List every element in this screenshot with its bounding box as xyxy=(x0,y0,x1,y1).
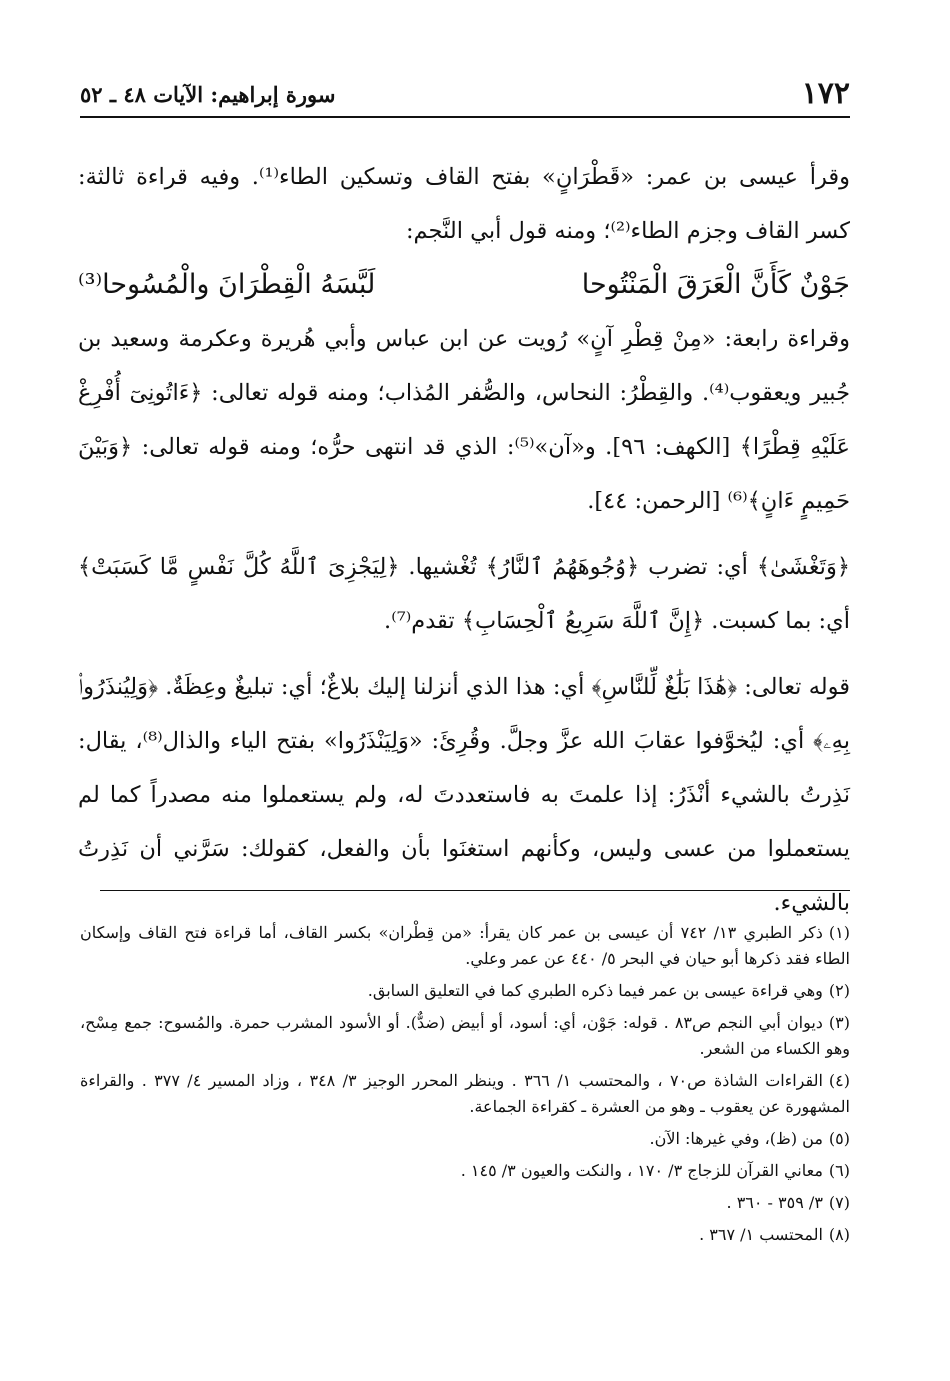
main-text xyxy=(78,150,850,930)
footnote-number: (٢) xyxy=(828,981,850,1000)
paragraph-2: وقراءة رابعة: «مِنْ قِطْرِ آنٍ» رُويت عن ابن عباس وأبي هُريرة وعكرمة وسعيد بن جُبير ويعقوب⁽⁴⁾. والقِطْرُ: النحاس، والصُّفر المُذاب؛ ومنه قوله تعالى: ﴿ءَاتُونِىٓ أُفْرِغْ عَلَيْهِ قِطْرًا﴾ [الكهف: ٩٦]. و«آن»⁽⁵⁾: الذي قد انتهى حرُّه؛ ومنه قوله تعالى: ﴿وَبَيْنَ حَمِيمٍ ءَانٍ﴾⁽⁶⁾ [الرحمن: ٤٤]. xyxy=(78,326,851,514)
page-number: ١٧٢ xyxy=(801,76,850,111)
footnote-text: القراءات الشاذة ص٧٠ ، والمحتسب ١/ ٣٦٦ . وينظر المحرر الوجيز ٣/ ٣٤٨ ، وزاد المسير ٤/ ٣٧٧ . والقراءة المشهورة عن يعقوب ـ وهو من العشرة ـ كقراءة الجماعة. xyxy=(80,1071,850,1116)
footnote-text: ديوان أبي النجم ص٨٣ . قوله: جَوْن، أي: أسود، أو أبيض (ضدٌّ). أو الأسود المشرب حمرة. والمُسوح: جمع مِسْح، وهو الكساء من الشعر. xyxy=(80,1013,850,1058)
footnote-4 xyxy=(80,1068,850,1120)
paragraph-3: ﴿وَتَغْشَىٰ﴾ أي: تضرب ﴿وُجُوهَهُمُ ٱلنَّارُ﴾ تُغْشيها. ﴿لِيَجْزِىَ ٱللَّهُ كُلَّ نَفْسٍ مَّا كَسَبَتْ﴾ أي: بما كسبت. ﴿إِنَّ ٱللَّهَ سَرِيعُ ٱلْحِسَابِ﴾ تقدم⁽⁷⁾. xyxy=(78,554,850,634)
footnote-number: (٦) xyxy=(828,1161,850,1180)
verse-second-hemistich: لَبَّسَهُ الْقِطْرَانَ والْمُسُوحا⁽³⁾ xyxy=(78,269,376,300)
footnote-2 xyxy=(80,978,850,1004)
footnote-text: وهي قراءة عيسى بن عمر فيما ذكره الطبري كما في التعليق السابق. xyxy=(367,981,823,1000)
footnote-number: (٣) xyxy=(828,1013,850,1032)
footnote-3 xyxy=(80,1010,850,1062)
footnote-5 xyxy=(80,1126,850,1152)
footnotes xyxy=(80,920,850,1254)
paragraph-4: قوله تعالى: ﴿هَٰذَا بَلَٰغٌ لِّلنَّاسِ﴾ أي: هذا الذي أنزلنا إليك بلاغٌ؛ أي: تبليغٌ وعِظَةٌ. ﴿وَلِيُنذَرُوا۟ بِهِۦ﴾ أي: ليُخوَّفوا عقابَ الله عزَّ وجلَّ. وقُرِئَ: «وَلِيَنْذَرُوا» بفتح الياء والذال⁽⁸⁾، يقال: نَذِرتُ بالشيء أنْذَرُ: إذا علمتَ به فاستعددتَ له، ولم يستعملوا منه مصدراً كما لم يستعملوا من عسى وليس، وكأنهم استغنَوا بأن والفعل، كقولك: سَرَّني أن نَذِرتُ بالشيء. xyxy=(78,674,850,916)
running-title: سورة إبراهيم: الآيات ٤٨ ـ ٥٢ xyxy=(80,82,336,107)
footnote-number: (٨) xyxy=(828,1225,850,1244)
footnote-1 xyxy=(80,920,850,972)
footnote-text: معاني القرآن للزجاج ٣/ ١٧٠ ، والنكت والعيون ٣/ ١٤٥ . xyxy=(460,1161,823,1180)
poetry-verse xyxy=(78,258,850,312)
footnote-6 xyxy=(80,1158,850,1184)
footnote-number: (٤) xyxy=(828,1071,851,1090)
footnote-text: ٣/ ٣٥٩ - ٣٦٠ . xyxy=(726,1193,823,1212)
page-header xyxy=(80,72,850,118)
footnote-text: من (ظ)، وفي غيرها: الآن. xyxy=(649,1129,823,1148)
footnote-8 xyxy=(80,1222,850,1248)
footnote-text: ذكر الطبري ١٣/ ٧٤٢ أن عيسى بن عمر كان يقرأ: «من قِطْران» بكسر القاف، أما قراءة فتح القاف وإسكان الطاء فقد ذكرها أبو حيان في البحر ٥/ ٤٤٠ عن عمر وعلي. xyxy=(80,923,850,968)
footnote-text: المحتسب ١/ ٣٦٧ . xyxy=(699,1225,823,1244)
footnote-7 xyxy=(80,1190,850,1216)
footnote-number: (٧) xyxy=(828,1193,850,1212)
verse-first-hemistich: جَوْنٌ كَأَنَّ الْعَرَقَ الْمَنْتُوحا xyxy=(581,269,850,300)
paragraph-1: وقرأ عيسى بن عمر: «قَطْرَانٍ» بفتح القاف وتسكين الطاء⁽¹⁾. وفيه قراءة ثالثة: كسر القاف وجزم الطاء⁽²⁾؛ ومنه قول أبي النَّجم: xyxy=(78,164,850,244)
footnote-number: (٥) xyxy=(828,1129,850,1148)
footnote-number: (١) xyxy=(828,923,850,942)
footnote-separator xyxy=(100,890,850,891)
